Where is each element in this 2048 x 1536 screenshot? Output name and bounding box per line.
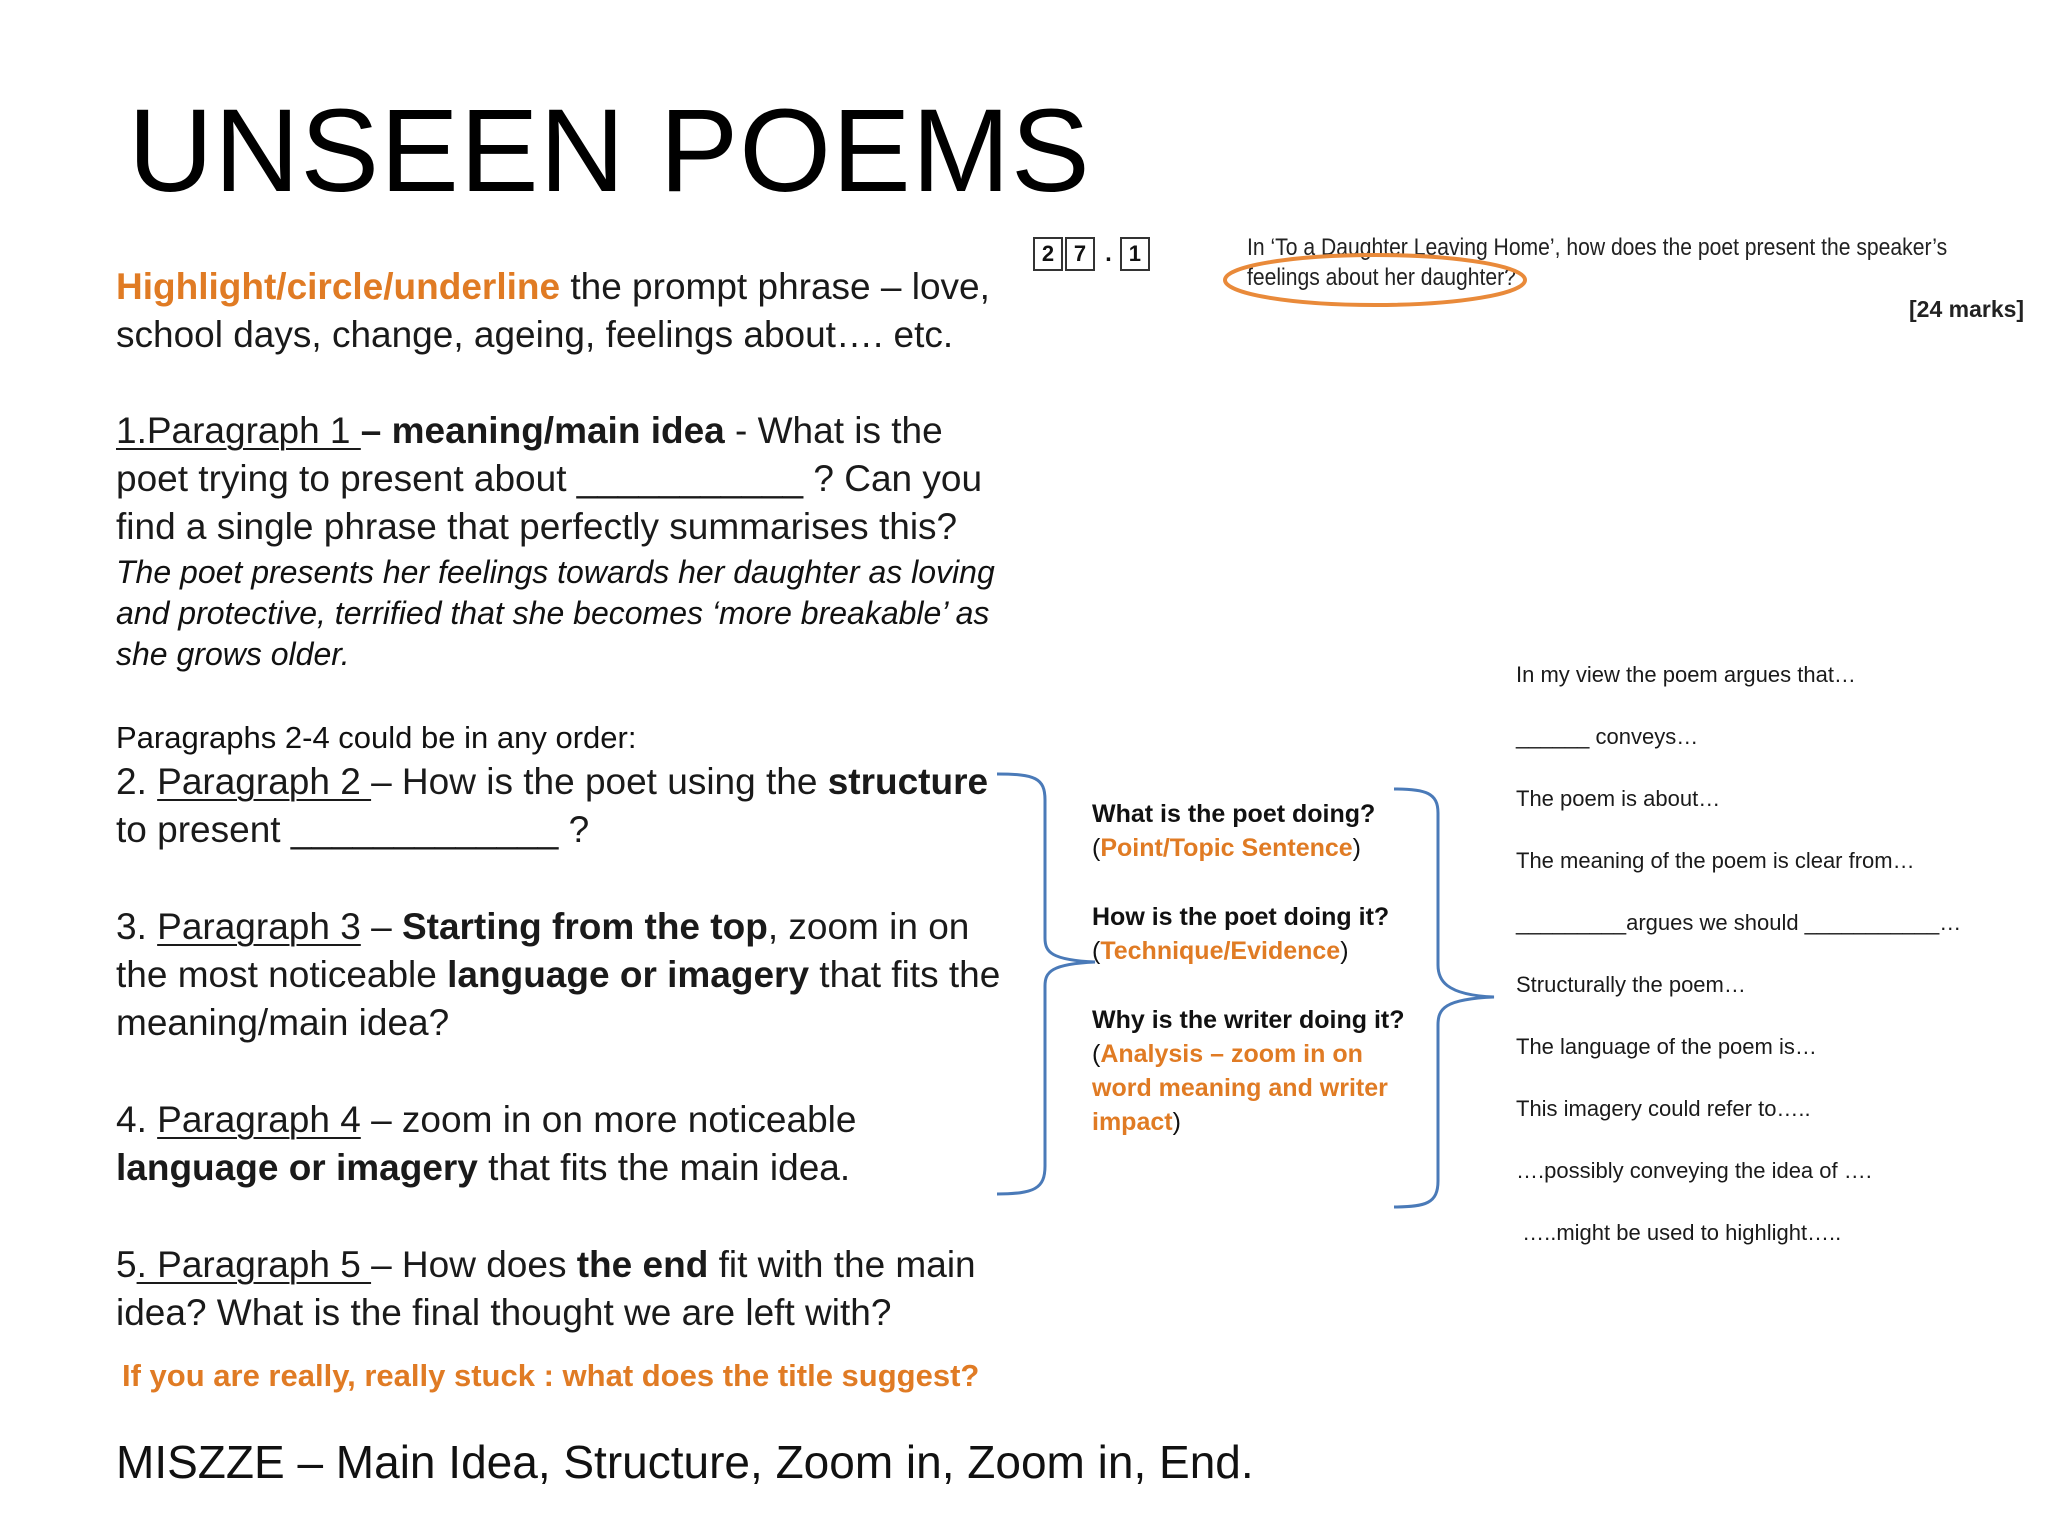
- sentence-starter: The poem is about…: [1516, 786, 1721, 811]
- method-what-question: What is the poet doing?: [1092, 800, 1376, 828]
- paragraph-3-number: 3.: [116, 906, 158, 947]
- paragraph-3-focus-1: Starting from the top: [401, 906, 768, 947]
- close-paren: ): [1352, 834, 1361, 862]
- question-digit: 1: [1120, 237, 1150, 271]
- paragraph-5-instruction: [116, 1241, 996, 1337]
- sentence-starter: _________argues we should ___________…: [1516, 910, 1962, 935]
- paragraph-4-label: Paragraph 4: [157, 1099, 361, 1140]
- method-how-answer: Technique/Evidence: [1100, 937, 1341, 965]
- method-how: [1092, 900, 1432, 968]
- sentence-starter: The meaning of the poem is clear from…: [1516, 848, 1915, 873]
- paragraph-1-label: 1.Paragraph 1: [116, 410, 361, 451]
- intro-instruction: [116, 263, 996, 359]
- paragraph-3-focus-2: language or imagery: [447, 954, 810, 995]
- paragraph-4-post: that fits the main idea.: [477, 1147, 851, 1188]
- paragraph-1-instruction: [116, 407, 996, 551]
- paragraph-2-post: to present _____________ ?: [116, 809, 590, 850]
- method-why: [1092, 1003, 1422, 1139]
- left-bracket: [995, 770, 1105, 1200]
- paragraph-1-example: The poet presents her feelings towards her daughter as loving and protective, terrified that she becomes ‘more breakable’ as she grows older.: [116, 554, 995, 672]
- paragraph-2-pre: – How is the poet using the: [371, 761, 828, 802]
- question-dot: .: [1105, 240, 1112, 267]
- question-digit: 7: [1065, 237, 1095, 271]
- question-digit: 2: [1033, 237, 1063, 271]
- intro-highlight: Highlight/circle/underline: [116, 266, 561, 307]
- sentence-starter: Structurally the poem…: [1516, 972, 1746, 997]
- paragraph-5-label: . Paragraph 5: [136, 1244, 372, 1285]
- paragraph-2-focus: structure: [827, 761, 989, 802]
- page-title: UNSEEN POEMS: [128, 85, 1091, 217]
- paragraph-3-pre: –: [360, 906, 402, 947]
- paragraph-3-label: Paragraph 3: [157, 906, 361, 947]
- sentence-starter: This imagery could refer to…..: [1516, 1096, 1811, 1121]
- paragraph-2-label: Paragraph 2: [157, 761, 372, 802]
- paragraph-4-number: 4.: [116, 1099, 158, 1140]
- paragraph-3-post: that fits the meaning/main idea?: [116, 954, 1001, 1043]
- paragraph-4-focus: language or imagery: [116, 1147, 478, 1188]
- paragraph-5-focus: the end: [576, 1244, 709, 1285]
- sentence-starter: ______ conveys…: [1516, 724, 1699, 749]
- method-why-answer: Analysis – zoom in on word meaning and writer impact: [1092, 1040, 1388, 1136]
- method-what-answer: Point/Topic Sentence: [1100, 834, 1353, 862]
- close-paren: ): [1172, 1108, 1181, 1136]
- method-what: [1092, 797, 1432, 865]
- method-how-question: How is the poet doing it?: [1092, 903, 1390, 931]
- paragraph-4-instruction: [116, 1096, 996, 1192]
- exam-question-line-2: feelings about her daughter?: [1247, 264, 1516, 291]
- sentence-starter: The language of the poem is…: [1516, 1034, 1817, 1059]
- paragraph-4-pre: – zoom in on more noticeable: [360, 1099, 857, 1140]
- sentence-starters: [1516, 662, 2016, 1282]
- paragraph-3-instruction: [116, 903, 1006, 1047]
- right-bracket: [1392, 785, 1502, 1215]
- method-why-question: Why is the writer doing it?: [1092, 1006, 1405, 1034]
- paragraph-1-focus: – meaning/main idea: [360, 410, 725, 451]
- stuck-tip: If you are really, really stuck : what does the title suggest?: [122, 1358, 980, 1393]
- open-paren: (: [1092, 834, 1101, 862]
- sentence-starter: …..might be used to highlight…..: [1516, 1220, 1842, 1245]
- open-paren: (: [1092, 937, 1101, 965]
- question-number: [1033, 237, 1152, 271]
- paragraph-5-pre: – How does: [371, 1244, 577, 1285]
- sentence-starter: ….possibly conveying the idea of ….: [1516, 1158, 1872, 1183]
- open-paren: (: [1092, 1040, 1101, 1068]
- exam-marks: [24 marks]: [1909, 296, 2025, 322]
- paragraph-2-instruction: [116, 758, 996, 854]
- paragraph-3-mid: , zoom in on the most noticeable: [116, 906, 970, 995]
- paragraph-1-text: - What is the poet trying to present about ___________ ? Can you find a single phrase that perfectly summarises this?: [116, 410, 983, 547]
- paragraph-5-number: 5: [116, 1244, 137, 1285]
- paragraph-5-post: fit with the main idea? What is the final thought we are left with?: [116, 1244, 976, 1333]
- intro-text: the prompt phrase – love, school days, change, ageing, feelings about…. etc.: [116, 266, 990, 355]
- sentence-starter: In my view the poem argues that…: [1516, 662, 1856, 687]
- close-paren: ): [1340, 937, 1349, 965]
- acronym-summary: MISZZE – Main Idea, Structure, Zoom in, Zoom in, End.: [116, 1436, 1254, 1488]
- paragraph-2-number: 2.: [116, 761, 158, 802]
- order-note: Paragraphs 2-4 could be in any order:: [116, 720, 637, 755]
- exam-question-line-1: In ‘To a Daughter Leaving Home’, how does the poet present the speaker’s: [1247, 234, 1948, 261]
- circle-annotation: [1210, 245, 1540, 315]
